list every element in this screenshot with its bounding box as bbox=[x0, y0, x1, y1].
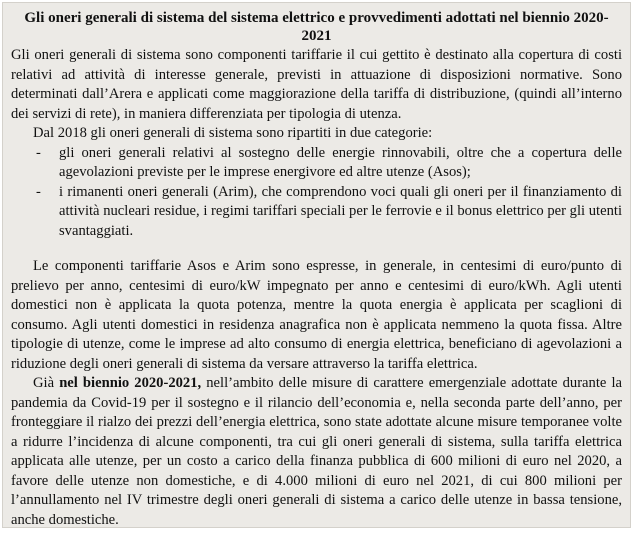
categories-list bbox=[11, 144, 622, 242]
paragraph-bold-period: nel biennio 2020-2021, bbox=[59, 375, 202, 391]
info-box bbox=[2, 2, 631, 528]
list-item bbox=[11, 183, 622, 242]
spacer bbox=[11, 241, 622, 257]
paragraph-rest: nell’ambito delle misure di carattere emergenziale adottate durante la pandemia da Covid-19 per il sostegno e il rilancio dell’economia e, nella seconda parte dell’anno, per fronteggiare il rialzo dei prezzi dell’energia elettrica, sono state adottate alcune misure temporanee volte a ridurre l’incidenza di alcune componenti, tra cui gli oneri generali di sistema, sulla tariffa elettrica applicata alle utenze, per un costo a carico della finanza pubblica di 600 milioni di euro nel 2020, a favore delle utenze non domestiche, e di 4.000 milioni di euro nel 2021, di cui 800 milioni per l’annullamento nel IV trimestre degli oneri generali di sistema a carico delle utenze in bassa tensione, anche domestiche. bbox=[11, 375, 622, 528]
list-item-text: i rimanenti oneri generali (Arim), che comprendono voci quali gli oneri per il finanziamento di attività nucleari residue, i regimi tariffari speciali per le ferrovie e il bonus elettrico per gli utenti svantaggiati. bbox=[59, 183, 622, 239]
list-dash: - bbox=[36, 183, 41, 200]
paragraph-lead: Già bbox=[33, 375, 60, 391]
paragraph-measures-2020-2021 bbox=[11, 374, 622, 530]
box-title: Gli oneri generali di sistema del sistema elettrico e provvedimenti adottati nel biennio 2020-2021 bbox=[24, 10, 609, 44]
list-item bbox=[11, 144, 622, 183]
paragraph-tariff-components: Le componenti tariffarie Asos e Arim sono espresse, in generale, in centesimi di euro/punto di prelievo per anno, centesimi di euro/kW impegnato per anno e centesimi di euro/kWh. Agli utenti domestici non è applicata la quota potenza, mentre la quota energia è applicata per scaglioni di consumo. Agli utenti domestici in residenza anagrafica non è applicata nemmeno la quota fissa. Altre tipologie di utenze, come le imprese ad alto consumo di energia elettrica, beneficiano di agevolazioni a riduzione degli oneri generali di sistema da versare attraverso la tariffa elettrica. bbox=[11, 258, 622, 372]
list-item-text: gli oneri generali relativi al sostegno delle energie rinnovabili, oltre che a copertura delle agevolazioni previste per le imprese energivore ed altre utenze (Asos); bbox=[59, 144, 622, 180]
paragraph-definition: Gli oneri generali di sistema sono componenti tariffarie il cui gettito è destinato alla copertura di costi relativi ad attività di interesse generale, previsti in attuazione di disposizioni normative. Sono determinati dall’Arera e applicati come maggiorazione della tariffa di distribuzione, (quindi all’interno dei servizi di rete), in maniera differenziata per tipologia di utenza. bbox=[11, 47, 622, 122]
list-dash: - bbox=[36, 144, 41, 161]
paragraph-categories-intro: Dal 2018 gli oneri generali di sistema sono ripartiti in due categorie: bbox=[33, 125, 433, 141]
